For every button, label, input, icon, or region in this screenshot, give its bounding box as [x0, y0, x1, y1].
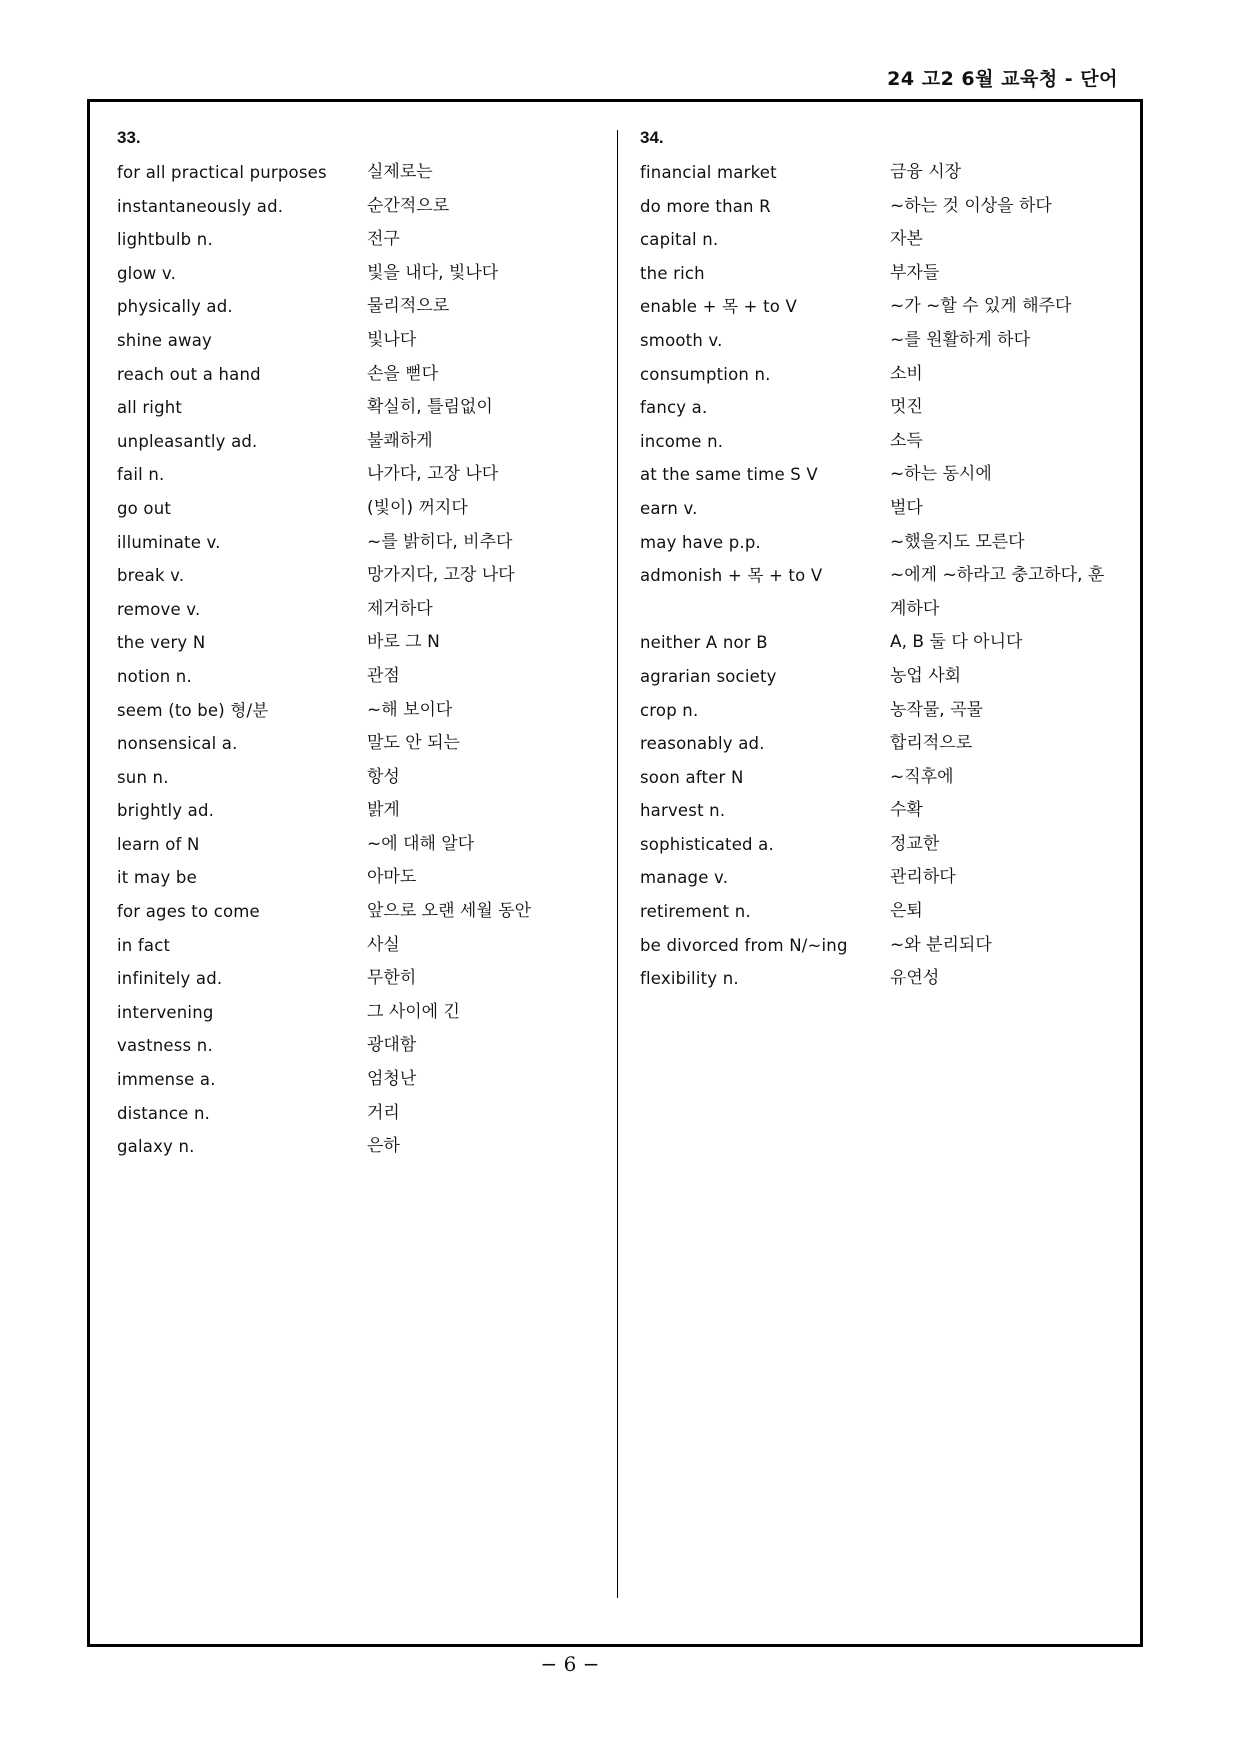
vocab-entry: [117, 861, 531, 895]
vocab-entry: [640, 929, 1120, 963]
korean-meaning: 불쾌하게: [367, 430, 433, 451]
vocab-entry: [640, 290, 1120, 324]
vocab-entry: [640, 458, 1120, 492]
korean-meaning: 농작물, 곡물: [890, 699, 983, 720]
korean-meaning: 거리: [367, 1102, 400, 1123]
english-term: admonish + 목 + to V: [640, 566, 823, 586]
english-term: may have p.p.: [640, 532, 761, 552]
english-term: reasonably ad.: [640, 734, 765, 754]
english-term: capital n.: [640, 230, 719, 250]
english-term: for ages to come: [117, 902, 260, 922]
section-34-column: [640, 126, 1120, 996]
vocab-entry: [117, 559, 531, 593]
korean-meaning: ~에 대해 알다: [367, 833, 475, 854]
vocab-entry: [640, 526, 1120, 560]
korean-meaning: 엄청난: [367, 1069, 417, 1090]
vocab-entry: [117, 1097, 531, 1131]
vocab-entry: [117, 727, 531, 761]
vocab-entry: [640, 694, 1120, 728]
korean-meaning: 은하: [367, 1136, 400, 1157]
korean-meaning: 부자들: [890, 262, 940, 283]
korean-meaning: 자본: [890, 229, 923, 250]
vocab-entry: [640, 761, 1120, 795]
korean-meaning: 무한히: [367, 968, 417, 989]
english-term: manage v.: [640, 868, 729, 888]
vocab-entry: [117, 492, 531, 526]
vocab-entry: [117, 358, 531, 392]
vocab-entry: [640, 358, 1120, 392]
korean-meaning: ~했을지도 모른다: [890, 531, 1025, 552]
english-term: earn v.: [640, 498, 698, 518]
vocab-entry: [117, 660, 531, 694]
english-term: retirement n.: [640, 902, 751, 922]
korean-meaning: 아마도: [367, 867, 417, 888]
korean-meaning: ~직후에: [890, 766, 954, 787]
vocab-entry: [117, 1063, 531, 1097]
english-term: it may be: [117, 868, 197, 888]
korean-meaning: 바로 그 N: [367, 632, 440, 653]
page-number: − 6 −: [540, 1652, 600, 1676]
english-term: intervening: [117, 1002, 214, 1022]
vocab-entry: [117, 761, 531, 795]
section-number: 33.: [117, 128, 141, 147]
english-term: brightly ad.: [117, 801, 215, 821]
korean-meaning: 관점: [367, 665, 400, 686]
korean-meaning: 물리적으로: [367, 296, 450, 317]
english-term: learn of N: [117, 834, 200, 854]
english-term: remove v.: [117, 599, 201, 619]
korean-meaning: ~하는 것 이상을 하다: [890, 195, 1052, 216]
vocab-entry: [640, 324, 1120, 358]
korean-meaning: ~해 보이다: [367, 699, 453, 720]
korean-meaning: 앞으로 오랜 세월 동안: [367, 901, 532, 922]
korean-meaning: 확실히, 틀림없이: [367, 397, 493, 418]
document-header-title: 24 고2 6월 교육청 - 단어: [887, 68, 1118, 90]
english-term: immense a.: [117, 1070, 216, 1090]
vocab-entry: [117, 257, 531, 291]
vocab-entry: [640, 962, 1120, 996]
vocab-entry: [640, 626, 1120, 660]
english-term: financial market: [640, 163, 777, 182]
vocab-entry: [117, 996, 531, 1030]
vocab-entry: [117, 895, 531, 929]
korean-meaning: 은퇴: [890, 901, 923, 922]
korean-meaning: 멋진: [890, 397, 923, 418]
english-term: sophisticated a.: [640, 834, 774, 854]
korean-meaning: 밝게: [367, 800, 400, 821]
vocab-entry: [117, 794, 531, 828]
english-term: do more than R: [640, 196, 771, 216]
korean-meaning: 합리적으로: [890, 733, 973, 754]
vocab-list: [640, 156, 1120, 996]
english-term: for all practical purposes: [117, 163, 327, 182]
korean-meaning: 순간적으로: [367, 195, 450, 216]
english-term: break v.: [117, 566, 185, 586]
vocab-entry: [117, 223, 531, 257]
vocab-entry: [640, 190, 1120, 224]
vocab-entry: [117, 962, 531, 996]
korean-meaning: ~를 밝히다, 비추다: [367, 531, 513, 552]
english-term: fancy a.: [640, 398, 708, 418]
korean-meaning: 벌다: [890, 497, 923, 518]
vocab-entry: [640, 828, 1120, 862]
english-term: seem (to be) 형/분: [117, 700, 269, 720]
vocab-entry: [117, 526, 531, 560]
korean-meaning: 수확: [890, 800, 923, 821]
vocab-entry: [640, 223, 1120, 257]
english-term: consumption n.: [640, 364, 771, 384]
korean-meaning: 소비: [890, 363, 923, 384]
vocab-entry: [640, 861, 1120, 895]
section-number: 34.: [640, 128, 664, 147]
english-term: galaxy n.: [117, 1137, 195, 1157]
english-term: all right: [117, 398, 183, 418]
korean-meaning: 망가지다, 고장 나다: [367, 565, 515, 586]
korean-meaning: 말도 안 되는: [367, 733, 460, 754]
korean-meaning: 빛을 내다, 빛나다: [367, 262, 499, 283]
english-term: neither A nor B: [640, 633, 768, 653]
vocab-entry: [117, 290, 531, 324]
english-term: instantaneously ad.: [117, 196, 284, 216]
english-term: flexibility n.: [640, 969, 739, 989]
vocab-entry: [117, 324, 531, 358]
vocab-entry: [117, 626, 531, 660]
english-term: in fact: [117, 935, 171, 955]
korean-meaning: 손을 뻗다: [367, 363, 439, 384]
korean-meaning: 제거하다: [367, 598, 433, 619]
korean-meaning: ~를 원활하게 하다: [890, 329, 1031, 350]
korean-meaning: 유연성: [890, 968, 940, 989]
korean-meaning: 빛나다: [367, 329, 417, 350]
english-term: smooth v.: [640, 330, 723, 350]
vocab-entry: [640, 257, 1120, 291]
english-term: soon after N: [640, 767, 744, 787]
korean-meaning: 그 사이에 긴: [367, 1001, 460, 1022]
korean-meaning: ~와 분리되다: [890, 934, 992, 955]
korean-meaning: 나가다, 고장 나다: [367, 464, 499, 485]
vocab-entry: [640, 727, 1120, 761]
english-term: enable + 목 + to V: [640, 297, 797, 317]
vocab-entry: [117, 391, 531, 425]
vocab-entry: [117, 1029, 531, 1063]
english-term: glow v.: [117, 263, 177, 283]
vocab-entry: [117, 694, 531, 728]
korean-meaning: A, B 둘 다 아니다: [890, 632, 1023, 653]
vocab-entry: [117, 156, 531, 190]
english-term: the very N: [117, 633, 206, 653]
english-term: lightbulb n.: [117, 230, 213, 250]
english-term: unpleasantly ad.: [117, 431, 258, 451]
vocab-entry: [640, 794, 1120, 828]
english-term: harvest n.: [640, 801, 726, 821]
korean-meaning: 전구: [367, 229, 400, 250]
korean-meaning: 정교한: [890, 833, 940, 854]
english-term: reach out a hand: [117, 364, 261, 384]
vocab-entry: [640, 492, 1120, 526]
english-term: the rich: [640, 263, 705, 283]
english-term: agrarian society: [640, 666, 777, 686]
korean-meaning: 관리하다: [890, 867, 956, 888]
vocab-entry: [117, 425, 531, 459]
english-term: vastness n.: [117, 1036, 213, 1056]
english-term: infinitely ad.: [117, 969, 223, 989]
english-term: nonsensical a.: [117, 734, 238, 754]
english-term: be divorced from N/~ing: [640, 935, 848, 955]
korean-meaning: 항성: [367, 766, 400, 787]
column-divider: [617, 130, 618, 1598]
english-term: go out: [117, 498, 172, 518]
korean-meaning: 소득: [890, 430, 923, 451]
vocab-entry: [117, 1130, 531, 1164]
korean-meaning: 금융 시장: [890, 162, 962, 182]
korean-meaning: ~가 ~할 수 있게 해주다: [890, 296, 1072, 317]
english-term: at the same time S V: [640, 465, 818, 485]
vocab-entry: [117, 593, 531, 627]
vocab-entry: [640, 156, 1120, 190]
korean-meaning: ~하는 동시에: [890, 464, 992, 485]
english-term: crop n.: [640, 700, 699, 720]
korean-meaning: (빛이) 꺼지다: [367, 497, 468, 518]
english-term: sun n.: [117, 767, 169, 787]
korean-meaning: 사실: [367, 934, 400, 955]
vocab-entry: [640, 391, 1120, 425]
english-term: physically ad.: [117, 297, 233, 317]
korean-meaning: 광대함: [367, 1035, 417, 1056]
vocab-entry: [640, 660, 1120, 694]
english-term: notion n.: [117, 666, 192, 686]
korean-meaning: 농업 사회: [890, 665, 962, 686]
korean-meaning: ~에게 ~하라고 충고하다, 훈계하다: [890, 565, 1105, 619]
vocab-entry: [640, 559, 1120, 626]
vocab-list: [117, 156, 531, 1164]
vocab-entry: [117, 929, 531, 963]
section-33-column: [117, 126, 531, 1164]
vocab-entry: [640, 425, 1120, 459]
vocab-entry: [117, 828, 531, 862]
vocab-entry: [117, 190, 531, 224]
english-term: distance n.: [117, 1103, 211, 1123]
english-term: illuminate v.: [117, 532, 221, 552]
english-term: shine away: [117, 330, 212, 350]
english-term: income n.: [640, 431, 724, 451]
vocab-entry: [640, 895, 1120, 929]
korean-meaning: 실제로는: [367, 162, 433, 182]
vocab-entry: [117, 458, 531, 492]
english-term: fail n.: [117, 465, 165, 485]
